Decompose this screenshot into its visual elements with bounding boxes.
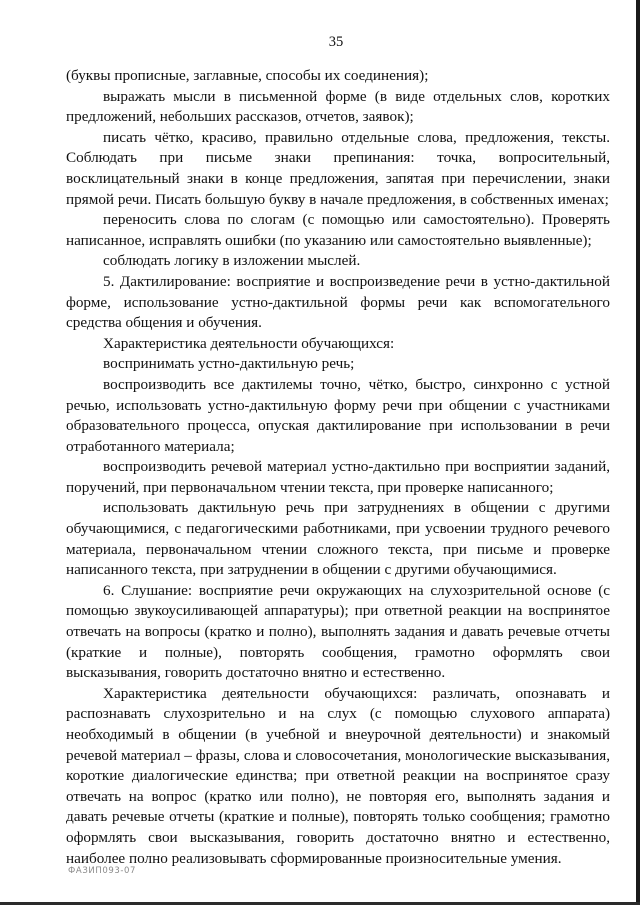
paragraph-10: воспроизводить речевой материал устно-дактильно при восприятии заданий, поручений, при первоначальном чтении текста, при проверке написанного;	[66, 458, 610, 496]
paragraph-11: использовать дактильную речь при затруднениях в общении с другими обучающимися, с педагогическими работниками, при усвоении трудного речевого материала, первоначальном чтении сложного текста, при письме и проверке написанного текста, при затруднении в общении с другими обучающимися.	[66, 499, 610, 579]
paragraph-3: писать чётко, красиво, правильно отдельные слова, предложения, тексты. Соблюдать при письме знаки препинания: точка, вопросительный, восклицательный знаки в конце предложения, запятая при перечислении, знаки прямой речи. Писать большую букву в начале предложения, в собственных именах;	[66, 128, 610, 208]
paragraph-6: 5. Дактилирование: восприятие и воспроизведение речи в устно-дактильной форме, использование устно-дактильной формы речи как вспомогательного средства общения и обучения.	[66, 272, 610, 332]
paragraph-2: выражать мысли в письменной форме (в виде отдельных слов, коротких предложений, небольших рассказов, отчетов, заявок);	[66, 87, 610, 126]
page-number: 35	[328, 34, 344, 50]
paragraph-8: воспринимать устно-дактильную речь;	[103, 355, 355, 373]
footer-document-code: ФАЗИП093-07	[68, 866, 137, 876]
paragraph-12: 6. Слушание: восприятие речи окружающих на слухозрительной основе (с помощью звукоусиливающей аппаратуры); при ответной реакции на воспринятое отвечать на вопросы (кратко и полно), выполнять задания и давать речевые отчеты (краткие и полные), повторять сообщения, грамотно оформлять свои высказывания, говорить достаточно внятно и естественно.	[66, 581, 610, 682]
paragraph-9: воспроизводить все дактилемы точно, чётко, быстро, синхронно с устной речью, использовать устно-дактильную форму речи при общении с участниками образовательного процесса, опуская дактилирование при использовании в речи отработанного материала;	[66, 375, 610, 455]
scan-edge-right	[636, 0, 640, 905]
paragraph-7: Характеристика деятельности обучающихся:	[103, 334, 395, 352]
paragraph-13: Характеристика деятельности обучающихся: различать, опознавать и распознавать слухозрительно и на слух (с помощью слухового аппарата) необходимый в общении (в учебной и внеурочной деятельности) и знакомый речевой материал – фразы, слова и словосочетания, монологические высказывания, короткие диалогические единства; при ответной реакции на воспринятое сразу отвечать на вопрос (кратко или полно), не повторяя его, выполнять задания и давать речевые отчеты (краткие и полные), повторять только сообщения; грамотно оформлять свои высказывания, говорить достаточно внятно и естественно, наиболее полно реализовывать сформированные произносительные умения.	[66, 684, 610, 867]
paragraph-1: (буквы прописные, заглавные, способы их соединения);	[66, 67, 429, 84]
document-body	[66, 66, 610, 869]
paragraph-4: переносить слова по слогам (с помощью или самостоятельно). Проверять написанное, исправлять ошибки (по указанию или самостоятельно выявленные);	[66, 211, 610, 249]
paragraph-5: соблюдать логику в изложении мыслей.	[103, 252, 361, 270]
